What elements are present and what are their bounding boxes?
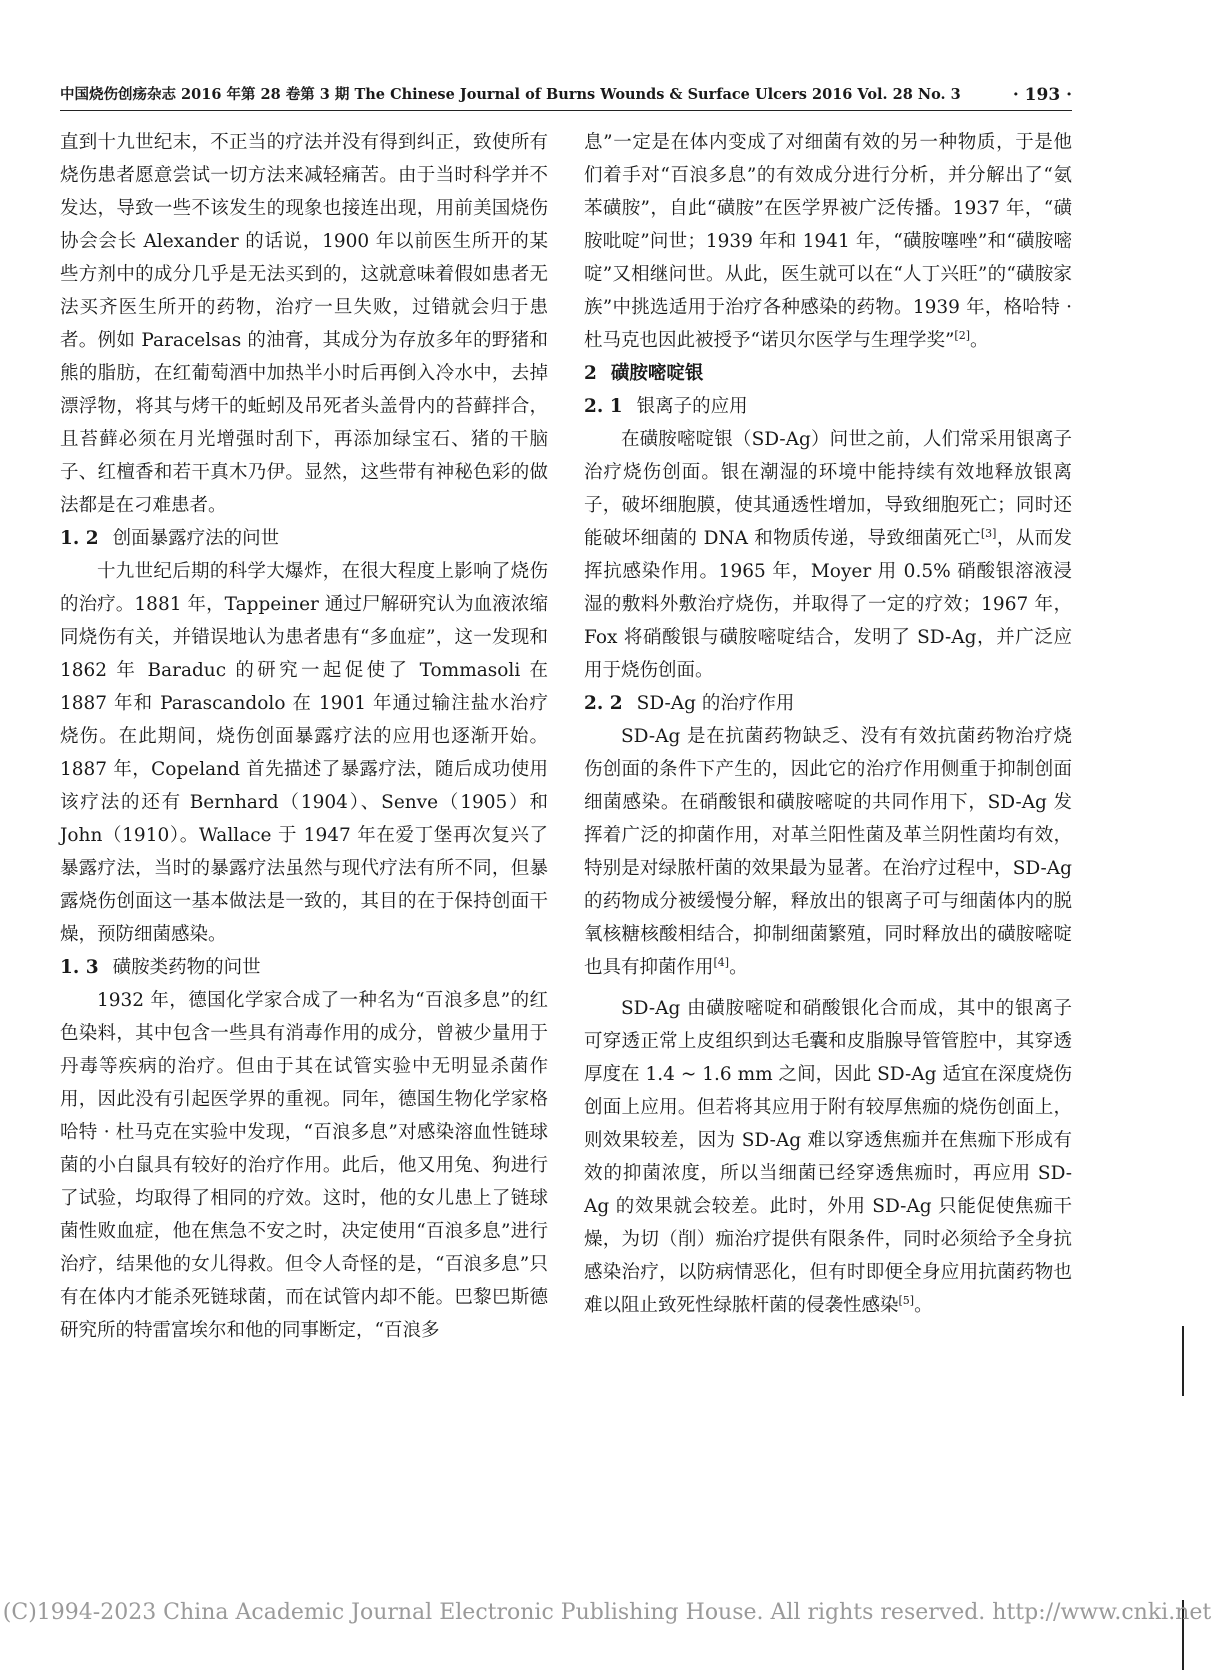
paragraph-text: 息”一定是在体内变成了对细菌有效的另一种物质，于是他们着手对“百浪多息”的有效成分进行分析，并分解出了“氨苯磺胺”，自此“磺胺”在医学界被广泛传播。1937 年，“磺胺吡啶”问世；1939 年和 1941 年，“磺胺噻唑”和“磺胺嘧啶”又相继问世。从此，医生就可以在“人丁兴旺”的“磺胺家族”中挑选适用于治疗各种感染的药物。1939 年，格哈特 · 杜马克也因此被授予“诺贝尔医学与生理学奖” <box>584 132 1072 351</box>
citation-ref[interactable]: [3] <box>980 526 997 540</box>
header-rule <box>60 110 1072 111</box>
citation-ref[interactable]: [5] <box>898 1293 915 1307</box>
section-number: 2. 1 <box>584 396 623 417</box>
paragraph-text: 。 <box>729 957 748 978</box>
section-title: 磺胺类药物的问世 <box>112 957 261 978</box>
page-number: · 193 · <box>1012 85 1072 105</box>
paragraph: 直到十九世纪末，不正当的疗法并没有得到纠正，致使所有烧伤患者愿意尝试一切方法来减轻痛苦。由于当时科学并不发达，导致一些不该发生的现象也接连出现，用前美国烧伤协会会长 Alexander 的话说，1900 年以前医生所开的某些方剂中的成分几乎是无法买到的，这就意味着假如患者无法买齐医生所开的药物，治疗一旦失败，过错就会归于患者。例如 Paracelsas 的油膏，其成分为存放多年的野猪和熊的脂肪，在红葡萄酒中加热半小时后再倒入冷水中，去掉漂浮物，将其与烤干的蚯蚓及吊死者头盖骨内的苔藓拌合，且苔藓必须在月光增强时刮下，再添加绿宝石、猪的干脑子、红檀香和若干真木乃伊。显然，这些带有神秘色彩的做法都是在刁难患者。 <box>60 132 548 516</box>
section-heading-2 <box>584 357 1072 390</box>
section-number: 1. 2 <box>60 528 99 549</box>
journal-header: 中国烧伤创疡杂志 2016 年第 28 卷第 3 期 The Chinese Journal of Burns Wounds & Surface Ulcers 2016 Vol. 28 No. 3 <box>60 86 961 103</box>
paragraph: 十九世纪后期的科学大爆炸，在很大程度上影响了烧伤的治疗。1881 年，Tappeiner 通过尸解研究认为血液浓缩同烧伤有关，并错误地认为患者患有“多血症”，这一发现和 1862 年 Baraduc 的研究一起促使了 Tommasoli 在 1887 年和 Parascandolo 在 1901 年通过输注盐水治疗烧伤。在此期间，烧伤创面暴露疗法的应用也逐渐开始。1887 年，Copeland 首先描述了暴露疗法，随后成功使用该疗法的还有 Bernhard（1904）、Senve（1905）和 John（1910）。Wallace 于 1947 年在爱丁堡再次复兴了暴露疗法，当时的暴露疗法虽然与现代疗法有所不同，但暴露烧伤创面这一基本做法是一致的，其目的在于保持创面干燥，预防细菌感染。 <box>60 561 548 945</box>
paragraph <box>584 992 1072 1322</box>
section-number: 2. 2 <box>584 693 623 714</box>
section-heading-1-3 <box>60 951 548 984</box>
paragraph: 1932 年，德国化学家合成了一种名为“百浪多息”的红色染料，其中包含一些具有消毒作用的成分，曾被少量用于丹毒等疾病的治疗。但由于其在试管实验中无明显杀菌作用，因此没有引起医学界的重视。同年，德国生物化学家格哈特 · 杜马克在实验中发现，“百浪多息”对感染溶血性链球菌的小白鼠具有较好的治疗作用。此后，他又用兔、狗进行了试验，均取得了相同的疗效。这时，他的女儿患上了链球菌性败血症，他在焦急不安之时，决定使用“百浪多息”进行治疗，结果他的女儿得救。但令人奇怪的是，“百浪多息”只有在体内才能杀死链球菌，而在试管内却不能。巴黎巴斯德研究所的特雷富埃尔和他的同事断定，“百浪多 <box>60 990 548 1341</box>
paragraph-text: 。 <box>914 1295 933 1316</box>
section-heading-1-2 <box>60 522 548 555</box>
paragraph <box>584 720 1072 984</box>
section-number: 2 <box>584 363 597 384</box>
margin-line <box>1182 1326 1184 1396</box>
paragraph-text: 。 <box>970 330 989 351</box>
paragraph-text: 在磺胺嘧啶银（SD-Ag）问世之前，人们常采用银离子治疗烧伤创面。银在潮湿的环境中能持续有效地释放银离子，破坏细胞膜，使其通透性增加，导致细胞死亡；同时还能破坏细菌的 DNA 和物质传递，导致细菌死亡 <box>584 429 1072 549</box>
section-title: 创面暴露疗法的问世 <box>112 528 280 549</box>
copyright-footer: (C)1994-2023 China Academic Journal Electronic Publishing House. All rights reserved. http://www.cnki.net <box>2 1600 1212 1625</box>
running-header <box>60 82 1072 108</box>
paragraph <box>584 423 1072 687</box>
section-title: 银离子的应用 <box>636 396 748 417</box>
right-column <box>584 126 1072 1322</box>
paragraph-text: ，从而发挥抗感染作用。1965 年，Moyer 用 0.5% 硝酸银溶液浸湿的敷料外敷治疗烧伤，并取得了一定的疗效；1967 年，Fox 将硝酸银与磺胺嘧啶结合，发明了 SD-Ag，并广泛应用于烧伤创面。 <box>584 528 1072 681</box>
paragraph <box>584 126 1072 357</box>
paragraph-text: SD-Ag 是在抗菌药物缺乏、没有有效抗菌药物治疗烧伤创面的条件下产生的，因此它的治疗作用侧重于抑制创面细菌感染。在硝酸银和磺胺嘧啶的共同作用下，SD-Ag 发挥着广泛的抑菌作用，对革兰阳性菌及革兰阴性菌均有效，特别是对绿脓杆菌的效果最为显著。在治疗过程中，SD-Ag 的药物成分被缓慢分解，释放出的银离子可与细菌体内的脱氧核糖核酸相结合，抑制细菌繁殖，同时释放出的磺胺嘧啶也具有抑菌作用 <box>584 726 1072 978</box>
citation-ref[interactable]: [4] <box>713 955 730 969</box>
paragraph-text: SD-Ag 由磺胺嘧啶和硝酸银化合而成，其中的银离子可穿透正常上皮组织到达毛囊和皮脂腺导管管腔中，其穿透厚度在 1.4 ~ 1.6 mm 之间，因此 SD-Ag 适宜在深度烧伤创面上应用。但若将其应用于附有较厚焦痂的烧伤创面上，则效果较差，因为 SD-Ag 难以穿透焦痂并在焦痂下形成有效的抑菌浓度，所以当细菌已经穿透焦痂时，再应用 SD-Ag 的效果就会较差。此时，外用 SD-Ag 只能促使焦痂干燥，为切（削）痂治疗提供有限条件，同时必须给予全身抗感染治疗，以防病情恶化，但有时即便全身应用抗菌药物也难以阻止致死性绿脓杆菌的侵袭性感染 <box>584 998 1072 1316</box>
section-title: 磺胺嘧啶银 <box>610 363 704 384</box>
section-heading-2-1 <box>584 390 1072 423</box>
section-number: 1. 3 <box>60 957 99 978</box>
section-heading-2-2 <box>584 687 1072 720</box>
citation-ref[interactable]: [2] <box>954 328 971 342</box>
left-column <box>60 126 548 1347</box>
section-title: SD-Ag 的治疗作用 <box>636 693 795 714</box>
